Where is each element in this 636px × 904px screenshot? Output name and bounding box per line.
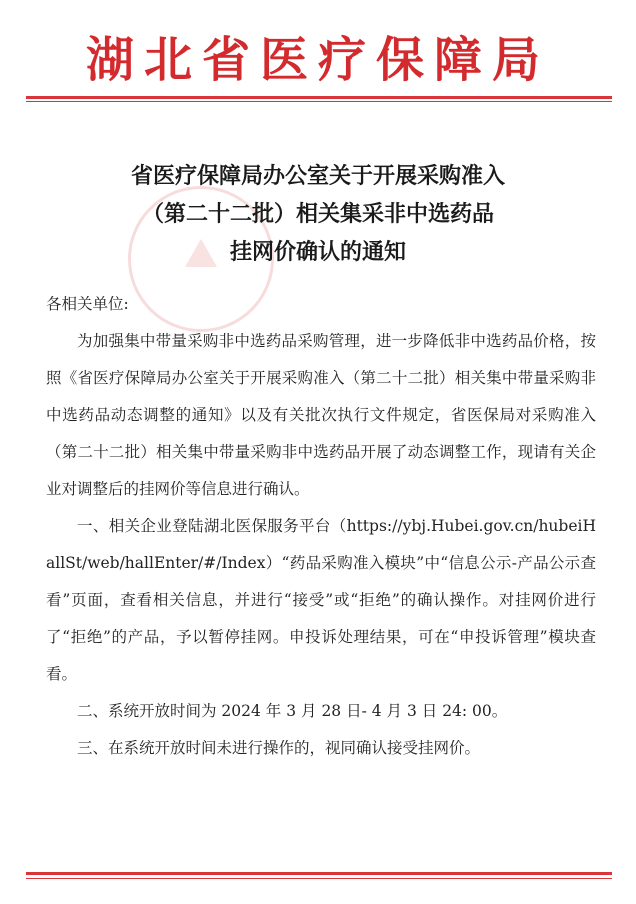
paragraph-item-3: 三、在系统开放时间未进行操作的，视同确认接受挂网价。 bbox=[77, 739, 481, 757]
organization-header: 湖北省医疗保障局 bbox=[85, 32, 550, 88]
document-body bbox=[46, 286, 596, 767]
title-line-2: （第二十二批）相关集采非中选药品 bbox=[141, 202, 494, 227]
footer-rule-thick bbox=[26, 872, 612, 875]
salutation: 各相关单位: bbox=[46, 295, 129, 313]
footer-rule-thin bbox=[26, 878, 612, 879]
header-rule-thick bbox=[26, 96, 612, 99]
paragraph-item-2: 二、系统开放时间为 2024 年 3 月 28 日- 4 月 3 日 24: 00。 bbox=[77, 702, 508, 720]
title-line-3: 挂网价确认的通知 bbox=[229, 240, 406, 265]
paragraph-item-1: 一、相关企业登陆湖北医保服务平台（https://ybj.Hubei.gov.cn/hubeiHallSt/web/hallEnter/#/Index）“药品采购准入模块”中“信息公示-产品公示查看”页面，查看相关信息，并进行“接受”或“拒绝”的确认操作。对挂网价进行了“拒绝”的产品，予以暂停挂网。申投诉处理结果，可在“申投诉管理”模块查看。 bbox=[46, 517, 596, 683]
paragraph-intro: 为加强集中带量采购非中选药品采购管理，进一步降低非中选药品价格，按照《省医疗保障局办公室关于开展采购准入（第二十二批）相关集中带量采购非中选药品动态调整的通知》以及有关批次执行文件规定，省医保局对采购准入（第二十二批）相关集中带量采购非中选药品开展了动态调整工作，现请有关企业对调整后的挂网价等信息进行确认。 bbox=[46, 332, 596, 498]
header-rule-thin bbox=[26, 101, 612, 102]
document-title bbox=[0, 158, 636, 272]
title-line-1: 省医疗保障局办公室关于开展采购准入 bbox=[130, 164, 505, 189]
